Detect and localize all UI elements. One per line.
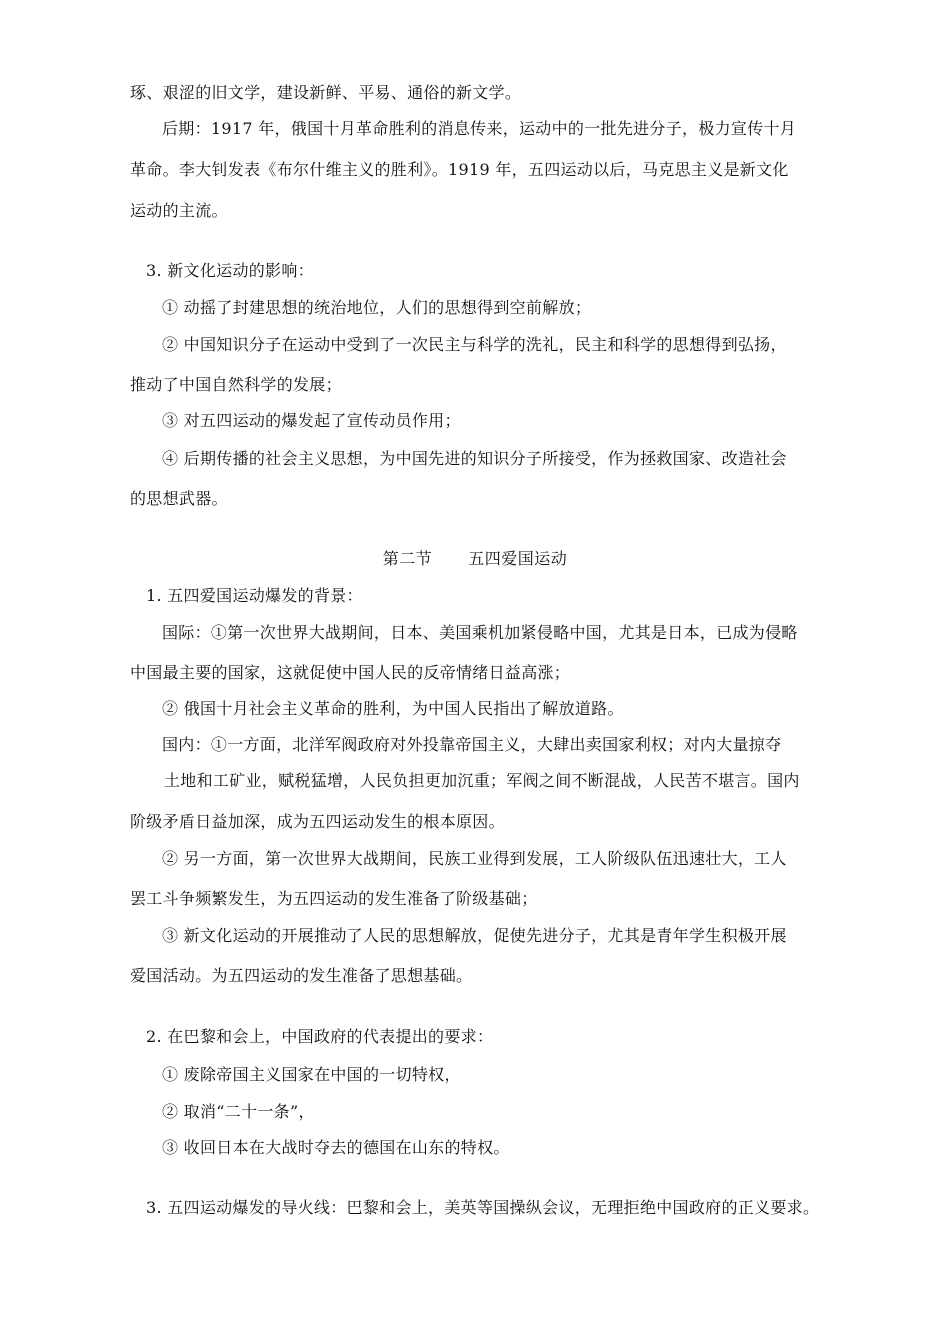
list-item: ② 中国知识分子在运动中受到了一次民主与科学的洗礼，民主和科学的思想得到弘扬，	[162, 335, 787, 354]
text-line: 中国最主要的国家，这就促使中国人民的反帝情绪日益高涨；	[130, 663, 571, 682]
list-item: ③ 收回日本在大战时夺去的德国在山东的特权。	[162, 1138, 510, 1157]
text-line: 运动的主流。	[130, 201, 228, 220]
text-line: 国际：①第一次世界大战期间，日本、美国乘机加紧侵略中国，尤其是日本，已成为侵略	[162, 623, 798, 642]
section-number: 第二节	[382, 549, 433, 568]
list-item: ② 取消“二十一条”，	[162, 1102, 315, 1121]
list-item: ③ 对五四运动的爆发起了宣传动员作用；	[162, 411, 461, 430]
list-heading: 1. 五四爱国运动爆发的背景：	[146, 586, 363, 605]
list-item: ② 俄国十月社会主义革命的胜利，为中国人民指出了解放道路。	[162, 699, 624, 718]
list-heading: 3. 新文化运动的影响：	[146, 261, 314, 280]
list-item: ① 废除帝国主义国家在中国的一切特权，	[162, 1065, 461, 1084]
section-name: 五四爱国运动	[468, 549, 568, 568]
text-line: 的思想武器。	[130, 489, 228, 508]
text-line: 革命。李大钊发表《布尔什维主义的胜利》。1919 年，五四运动以后，马克思主义是新文化	[130, 160, 789, 179]
text-line: 阶级矛盾日益加深，成为五四运动发生的根本原因。	[130, 812, 505, 831]
text-line: 琢、艰涩的旧文学，建设新鲜、平易、通俗的新文学。	[130, 83, 522, 102]
list-item: ② 另一方面，第一次世界大战期间，民族工业得到发展，工人阶级队伍迅速壮大，工人	[162, 849, 787, 868]
text-line: 后期：1917 年，俄国十月革命胜利的消息传来，运动中的一批先进分子，极力宣传十月	[162, 119, 797, 138]
list-heading: 2. 在巴黎和会上，中国政府的代表提出的要求：	[146, 1027, 494, 1046]
list-item: ③ 新文化运动的开展推动了人民的思想解放，促使先进分子，尤其是青年学生积极开展	[162, 926, 787, 945]
text-line: 爱国活动。为五四运动的发生准备了思想基础。	[130, 966, 473, 985]
text-line: 罢工斗争频繁发生，为五四运动的发生准备了阶级基础；	[130, 889, 538, 908]
text-line: 3. 五四运动爆发的导火线：巴黎和会上，美英等国操纵会议，无理拒绝中国政府的正义要求。	[146, 1198, 820, 1217]
section-title	[0, 548, 950, 570]
list-item: ④ 后期传播的社会主义思想，为中国先进的知识分子所接受，作为拯救国家、改造社会	[162, 449, 787, 468]
text-line: 推动了中国自然科学的发展；	[130, 375, 342, 394]
list-item: ① 动摇了封建思想的统治地位，人们的思想得到空前解放；	[162, 298, 592, 317]
text-line: 国内：①一方面，北洋军阀政府对外投靠帝国主义，大肆出卖国家利权；对内大量掠夺	[162, 735, 782, 754]
text-line: 土地和工矿业，赋税猛增，人民负担更加沉重；军阀之间不断混战，人民苦不堪言。国内	[164, 771, 800, 790]
